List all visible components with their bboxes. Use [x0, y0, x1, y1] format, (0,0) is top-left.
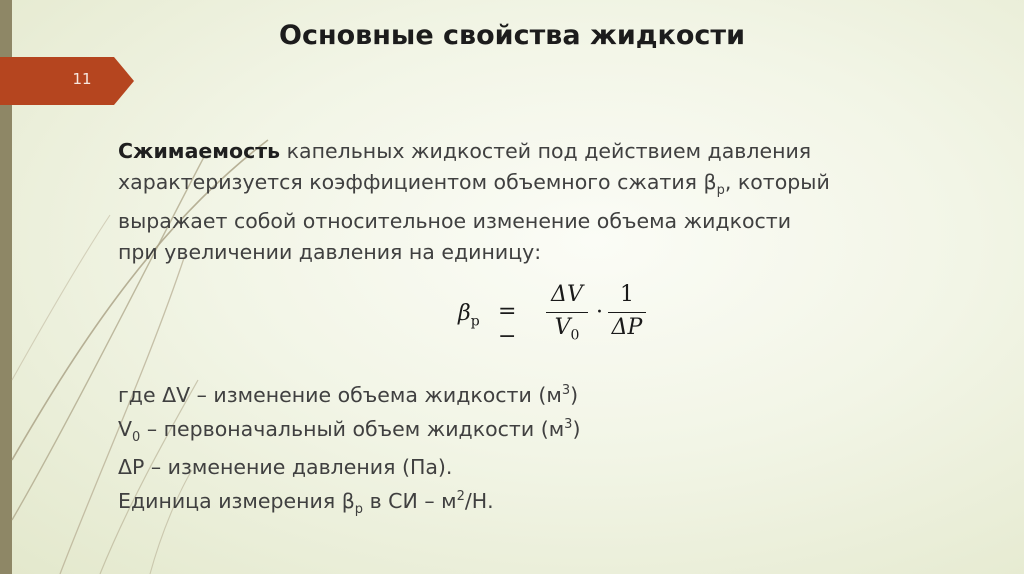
formula-equals: = − — [498, 299, 517, 349]
formula-dot: · — [596, 300, 603, 325]
paragraph-line-2 — [118, 167, 998, 207]
definition-delta-p: ΔP – изменение давления (Па). — [118, 454, 453, 479]
main-paragraph — [118, 136, 998, 267]
definition-si-unit — [118, 482, 918, 524]
formula-lhs — [458, 301, 480, 329]
definition-v0 — [118, 410, 918, 452]
def2-sup: 3 — [564, 417, 573, 433]
paragraph-line-4: при увеличении давления на единицу: — [118, 239, 542, 264]
def1-close: ) — [570, 382, 579, 407]
def2-close: ) — [572, 417, 581, 442]
slide-title: Основные свойства жидкости — [279, 20, 745, 51]
definition-delta-v — [118, 376, 918, 410]
def4-text-b: в СИ – м — [363, 489, 457, 514]
paragraph-line-3: выражает собой относительное изменение объема жидкости — [118, 209, 792, 234]
fraction-1-den-sub: 0 — [570, 327, 580, 344]
def1-text: где ΔV – изменение объема жидкости (м — [118, 382, 562, 407]
formula-fraction-2 — [608, 282, 646, 340]
def2-text: – первоначальный объем жидкости (м — [140, 417, 565, 442]
term-compressibility: Сжимаемость — [118, 139, 281, 163]
line2-text-a: характеризуется коэффициентом объемного сжатия β — [118, 169, 717, 194]
line2-subscript: р — [716, 182, 725, 198]
fraction-2-denominator: ΔP — [611, 315, 643, 340]
def4-end: /Н. — [464, 489, 494, 514]
formula-beta-sub: р — [470, 313, 480, 330]
def2-sub: 0 — [132, 430, 141, 446]
definitions-list — [118, 376, 918, 525]
def2-v: V — [118, 417, 133, 442]
fraction-1-numerator: ΔV — [551, 282, 583, 307]
formula-fraction-1 — [546, 282, 588, 343]
line1-text: капельных жидкостей под действием давления — [280, 139, 812, 163]
def4-sub: р — [354, 502, 364, 518]
def4-sup: 2 — [456, 489, 465, 505]
paragraph-line-1 — [118, 136, 998, 167]
fraction-1-denominator — [546, 313, 588, 343]
fraction-2-numerator: 1 — [620, 282, 634, 307]
def1-sup: 3 — [561, 383, 571, 398]
def4-text: Единица измерения β — [118, 489, 355, 514]
formula-beta: β — [458, 301, 471, 326]
slide-number: 11 — [72, 70, 92, 88]
line2-text-b: , который — [724, 169, 830, 194]
fraction-1-den-v: V — [554, 315, 571, 340]
